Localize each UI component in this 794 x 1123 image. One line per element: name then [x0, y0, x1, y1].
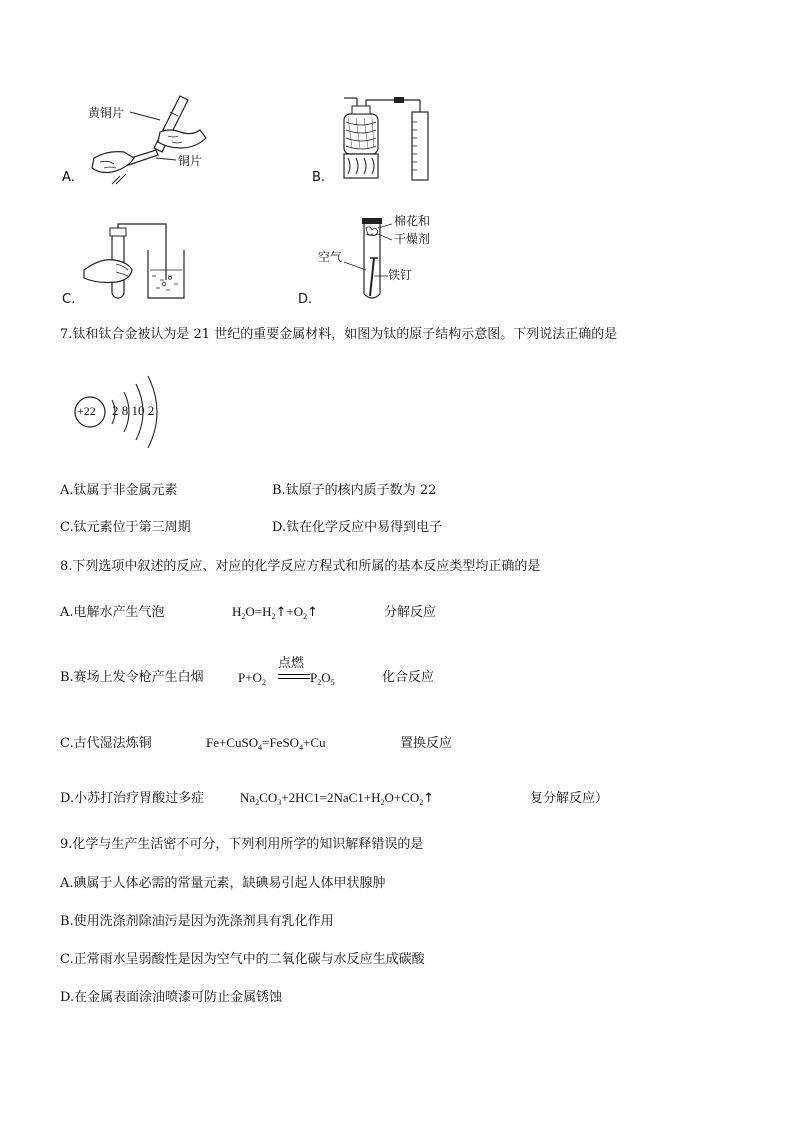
q7-stem: 7.钛和钛合金被认为是 21 世纪的重要金属材料，如图为钛的原子结构示意图。下列说法正确的是	[60, 327, 618, 342]
figure-d-label-desiccant: 干燥剂	[394, 232, 431, 246]
q8-d-equation: $Na_2CO_3+2HC1=2NaC1+H_2O+CO_2↑$	[240, 790, 435, 807]
figure-c-letter: C.	[62, 292, 76, 307]
scratch-test-drawing	[60, 92, 220, 187]
q8-d-description: D.小苏打治疗胃酸过多症	[60, 791, 205, 806]
q7-option-c: C.钛元素位于第三周期	[60, 520, 191, 535]
q8-c-description: C.古代湿法炼铜	[60, 736, 152, 751]
equation-double-bar	[278, 674, 310, 679]
atom-nucleus-charge: +22	[77, 404, 96, 418]
figure-a-letter: A.	[62, 170, 75, 185]
q8-d-reaction-type: 复分解反应）	[530, 791, 609, 806]
figure-b-letter: B.	[312, 170, 326, 185]
q8-b-description: B.赛场上发令枪产生白烟	[60, 670, 204, 685]
q7-option-b: B.钛原子的核内质子数为 22	[272, 483, 437, 498]
q9-stem: 9.化学与生产生活密不可分，下列利用所学的知识解释错误的是	[60, 837, 424, 852]
q8-b-reaction-type: 化合反应	[382, 670, 435, 685]
q9-option-d: D.在金属表面涂油喷漆可防止金属锈蚀	[60, 990, 283, 1005]
figure-d-letter: D.	[298, 292, 313, 307]
figure-d-label-cotton: 棉花和	[394, 214, 431, 228]
q8-stem: 8.下列选项中叙述的反应、对应的化学反应方程式和所属的基本反应类型均正确的是	[60, 559, 541, 574]
figure-a-label-copper: 铜片	[178, 154, 203, 168]
q8-a-reaction-type: 分解反应	[384, 605, 437, 620]
atom-shell-electrons: 2 8 10 2	[112, 403, 155, 418]
figure-d	[296, 214, 456, 308]
q8-c-equation: Fe+CuSO$_4$=FeSO$_4$+Cu	[206, 735, 326, 752]
q7-option-d: D.钛在化学反应中易得到电子	[272, 520, 443, 535]
q7-option-a: A.钛属于非金属元素	[60, 483, 178, 498]
titanium-atom-diagram	[70, 370, 180, 450]
figure-c	[60, 218, 200, 308]
q8-a-description: A.电解水产生气泡	[60, 605, 165, 620]
q9-option-b: B.使用洗涤剂除油污是因为洗涤剂具有乳化作用	[60, 914, 334, 929]
q8-b-condition: 点燃	[278, 656, 305, 671]
q8-a-equation: $H_2O=H_2↑+O_2↑$	[232, 604, 319, 621]
figure-a	[60, 92, 220, 187]
q8-b-equation: $P+O_2$ 点燃 $P_2O_5$	[238, 650, 358, 690]
q8-c-reaction-type: 置换反应	[400, 736, 453, 751]
figure-d-label-nail: 铁钉	[388, 268, 413, 282]
q9-option-a: A.碘属于人体必需的常量元素，缺碘易引起人体甲状腺肿	[60, 876, 386, 891]
figure-d-label-air: 空气	[318, 250, 343, 264]
gas-apparatus-drawing	[310, 92, 440, 187]
q9-option-c: C.正常雨水呈弱酸性是因为空气中的二氧化碳与水反应生成碳酸	[60, 952, 425, 967]
rust-test-drawing	[296, 218, 456, 308]
figure-b	[310, 92, 440, 187]
airtightness-check-drawing	[60, 218, 200, 308]
figure-a-label-brass: 黄铜片	[88, 106, 125, 120]
